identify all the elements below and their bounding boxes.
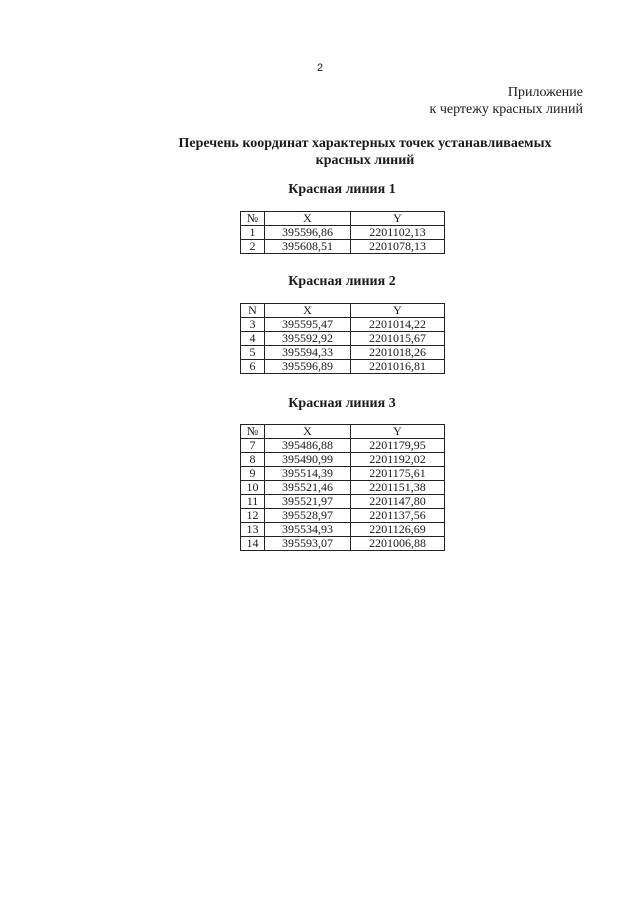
y-coordinate-cell: 2201147,80 bbox=[351, 495, 445, 509]
x-coordinate-cell: 395521,46 bbox=[265, 481, 351, 495]
x-coordinate-cell: 395596,86 bbox=[265, 226, 351, 240]
column-header-x: X bbox=[265, 212, 351, 226]
point-number-cell: 7 bbox=[241, 439, 265, 453]
x-coordinate-cell: 395596,89 bbox=[265, 360, 351, 374]
column-header-y: Y bbox=[351, 425, 445, 439]
document-title-line-1: Перечень координат характерных точек устанавливаемых bbox=[178, 136, 552, 151]
y-coordinate-cell: 2201006,88 bbox=[351, 537, 445, 551]
column-header-x: X bbox=[265, 304, 351, 318]
table-row bbox=[241, 481, 445, 495]
x-coordinate-cell: 395521,97 bbox=[265, 495, 351, 509]
table-row bbox=[241, 495, 445, 509]
y-coordinate-cell: 2201018,26 bbox=[351, 346, 445, 360]
y-coordinate-cell: 2201015,67 bbox=[351, 332, 445, 346]
point-number-cell: 12 bbox=[241, 509, 265, 523]
y-coordinate-cell: 2201102,13 bbox=[351, 226, 445, 240]
section-heading-3: Красная линия 3 bbox=[288, 396, 396, 411]
point-number-cell: 5 bbox=[241, 346, 265, 360]
table-row bbox=[241, 523, 445, 537]
x-coordinate-cell: 395594,33 bbox=[265, 346, 351, 360]
document-title-line-2: красных линий bbox=[315, 153, 415, 168]
point-number-cell: 13 bbox=[241, 523, 265, 537]
table-row bbox=[241, 453, 445, 467]
table-row bbox=[241, 467, 445, 481]
table-row bbox=[241, 240, 445, 254]
x-coordinate-cell: 395595,47 bbox=[265, 318, 351, 332]
table-row bbox=[241, 439, 445, 453]
x-coordinate-cell: 395514,39 bbox=[265, 467, 351, 481]
column-header-y: Y bbox=[351, 212, 445, 226]
table-row bbox=[241, 509, 445, 523]
y-coordinate-cell: 2201014,22 bbox=[351, 318, 445, 332]
point-number-cell: 8 bbox=[241, 453, 265, 467]
section-heading-2: Красная линия 2 bbox=[288, 274, 396, 289]
table-row bbox=[241, 360, 445, 374]
table-header-row bbox=[241, 304, 445, 318]
point-number-cell: 9 bbox=[241, 467, 265, 481]
column-header-number: № bbox=[241, 212, 265, 226]
y-coordinate-cell: 2201151,38 bbox=[351, 481, 445, 495]
point-number-cell: 2 bbox=[241, 240, 265, 254]
y-coordinate-cell: 2201137,56 bbox=[351, 509, 445, 523]
appendix-line-2: к чертежу красных линий bbox=[429, 102, 583, 117]
y-coordinate-cell: 2201016,81 bbox=[351, 360, 445, 374]
x-coordinate-cell: 395490,99 bbox=[265, 453, 351, 467]
point-number-cell: 1 bbox=[241, 226, 265, 240]
column-header-x: X bbox=[265, 425, 351, 439]
page-number: 2 bbox=[316, 62, 324, 74]
x-coordinate-cell: 395593,07 bbox=[265, 537, 351, 551]
y-coordinate-cell: 2201192,02 bbox=[351, 453, 445, 467]
document-title bbox=[130, 135, 600, 169]
table-row bbox=[241, 332, 445, 346]
table-header-row bbox=[241, 425, 445, 439]
x-coordinate-cell: 395528,97 bbox=[265, 509, 351, 523]
point-number-cell: 14 bbox=[241, 537, 265, 551]
point-number-cell: 10 bbox=[241, 481, 265, 495]
point-number-cell: 11 bbox=[241, 495, 265, 509]
y-coordinate-cell: 2201175,61 bbox=[351, 467, 445, 481]
appendix-line-1: Приложение bbox=[507, 85, 583, 100]
x-coordinate-cell: 395486,88 bbox=[265, 439, 351, 453]
column-header-number: N bbox=[241, 304, 265, 318]
coordinates-table-3 bbox=[240, 424, 445, 551]
table-row bbox=[241, 537, 445, 551]
column-header-y: Y bbox=[351, 304, 445, 318]
y-coordinate-cell: 2201078,13 bbox=[351, 240, 445, 254]
x-coordinate-cell: 395608,51 bbox=[265, 240, 351, 254]
table-row bbox=[241, 318, 445, 332]
x-coordinate-cell: 395592,92 bbox=[265, 332, 351, 346]
section-heading-1: Красная линия 1 bbox=[288, 182, 396, 197]
table-row bbox=[241, 226, 445, 240]
point-number-cell: 3 bbox=[241, 318, 265, 332]
point-number-cell: 4 bbox=[241, 332, 265, 346]
y-coordinate-cell: 2201126,69 bbox=[351, 523, 445, 537]
table-header-row bbox=[241, 212, 445, 226]
coordinates-table-1 bbox=[240, 211, 445, 254]
point-number-cell: 6 bbox=[241, 360, 265, 374]
appendix-label bbox=[430, 84, 583, 118]
column-header-number: № bbox=[241, 425, 265, 439]
x-coordinate-cell: 395534,93 bbox=[265, 523, 351, 537]
table-row bbox=[241, 346, 445, 360]
y-coordinate-cell: 2201179,95 bbox=[351, 439, 445, 453]
coordinates-table-2 bbox=[240, 303, 445, 374]
